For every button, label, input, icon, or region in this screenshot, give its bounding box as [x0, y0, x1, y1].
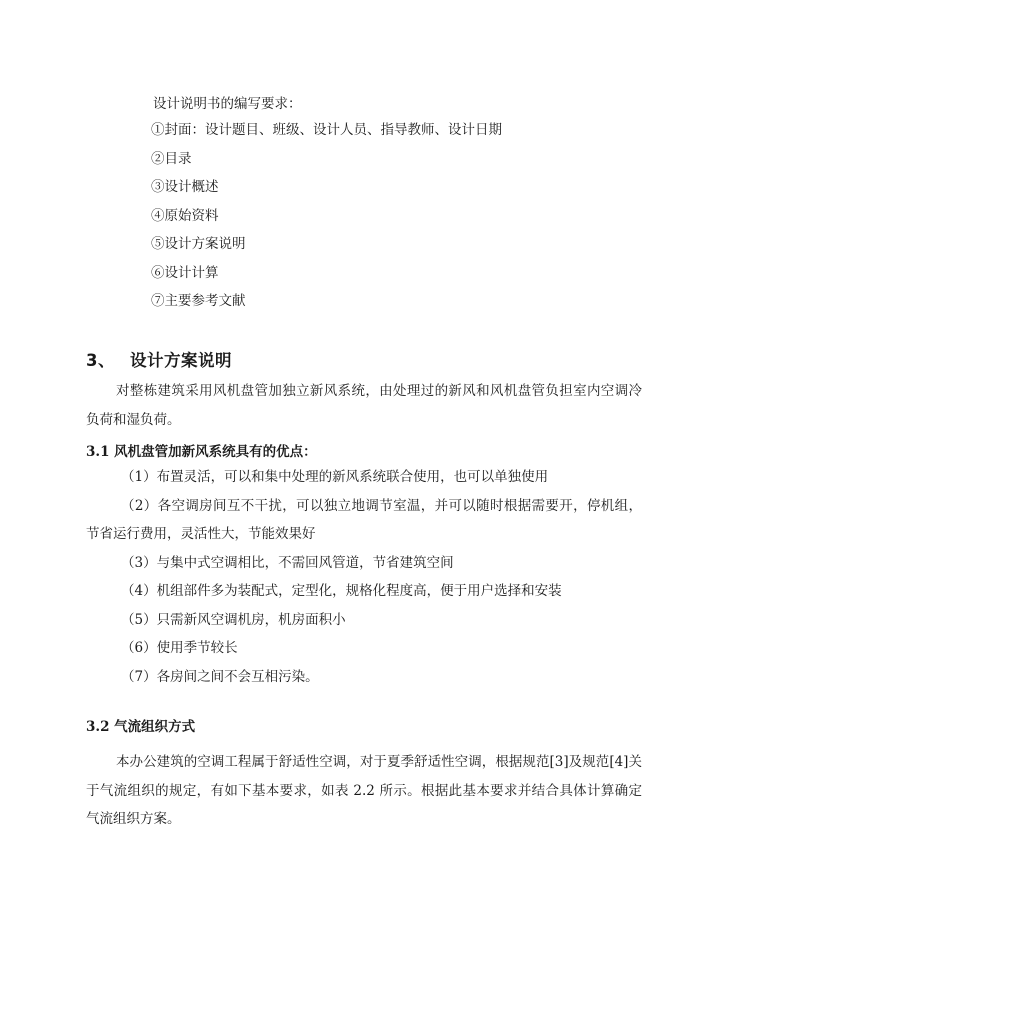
airflow-paragraph: 本办公建筑的空调工程属于舒适性空调，对于夏季舒适性空调，根据规范[3]及规范[4]关于气流组织的规定，有如下基本要求，如表 2.2 所示。根据此基本要求并结合具体计算确定气流组织方案。 [86, 754, 642, 827]
section-heading [86, 347, 232, 371]
requirement-item: ③设计概述 [151, 179, 219, 195]
advantage-item: （4）机组部件多为装配式，定型化，规格化程度高，便于用户选择和安装 [121, 583, 562, 599]
requirement-item: ⑦主要参考文献 [151, 293, 246, 309]
advantage-item: （7）各房间之间不会互相污染。 [121, 668, 319, 685]
advantage-item: （1）布置灵活，可以和集中处理的新风系统联合使用，也可以单独使用 [121, 469, 549, 485]
section-intro-paragraph: 对整栋建筑采用风机盘管加独立新风系统，由处理过的新风和风机盘管负担室内空调冷负荷和湿负荷。 [86, 383, 642, 428]
requirement-item: ⑥设计计算 [151, 264, 219, 281]
advantage-item: （2）各空调房间互不干扰，可以独立地调节室温，并可以随时根据需要开，停机组，节省运行费用，灵活性大，节能效果好 [86, 497, 642, 542]
airflow-heading: 3.2 气流组织方式 [86, 719, 196, 735]
requirement-item: ⑤设计方案说明 [151, 236, 246, 252]
requirement-item: ②目录 [151, 150, 192, 167]
section-title: 设计方案说明 [130, 351, 232, 370]
advantage-item: （6）使用季节较长 [121, 640, 238, 656]
advantages-list [86, 463, 642, 691]
advantages-heading: 3.1 风机盘管加新风系统具有的优点： [86, 444, 317, 460]
advantage-item: （3）与集中式空调相比，不需回风管道，节省建筑空间 [121, 554, 454, 571]
requirements-list [151, 120, 502, 320]
section-number: 3、 [86, 351, 115, 370]
requirement-item: ①封面：设计题目、班级、设计人员、指导教师、设计日期 [151, 122, 502, 138]
requirement-item: ④原始资料 [151, 207, 219, 224]
requirements-title: 设计说明书的编写要求： [153, 96, 302, 112]
advantage-item: （5）只需新风空调机房，机房面积小 [121, 611, 346, 628]
